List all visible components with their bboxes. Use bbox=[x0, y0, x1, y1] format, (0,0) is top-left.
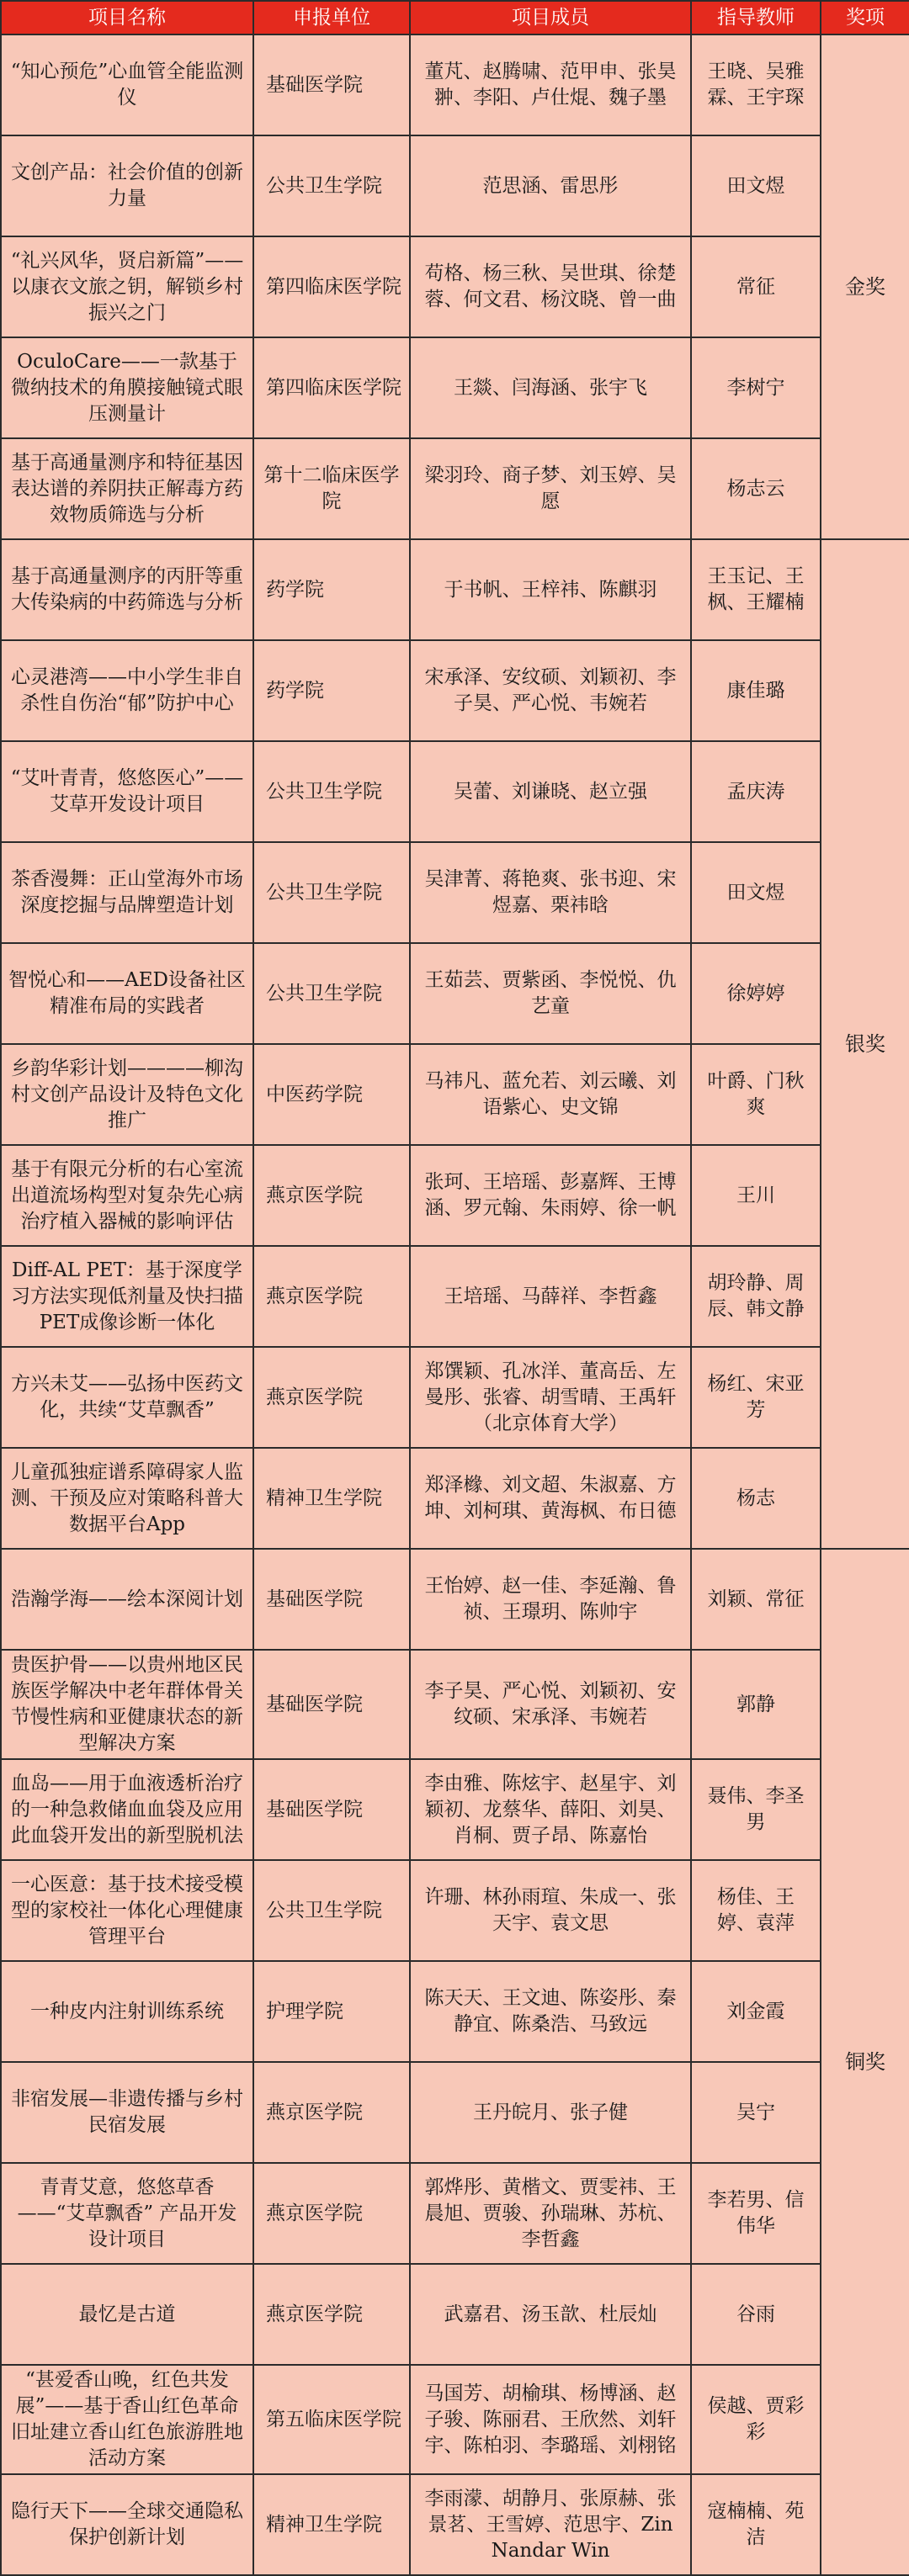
project-name-cell: “艾叶青青，悠悠医心”——艾草开发设计项目 bbox=[1, 741, 253, 842]
applicant-unit-cell: 药学院 bbox=[253, 539, 410, 640]
project-members-cell: 许珊、林孙雨瑄、朱成一、张天宇、袁文思 bbox=[410, 1860, 691, 1961]
applicant-unit-cell: 药学院 bbox=[253, 640, 410, 741]
table-row bbox=[1, 2264, 909, 2365]
advisor-cell: 胡玲静、周辰、韩文静 bbox=[691, 1246, 821, 1347]
project-name-cell: Diff-AL PET：基于深度学习方法实现低剂量及快扫描PET成像诊断一体化 bbox=[1, 1246, 253, 1347]
project-name-cell: 血岛——用于血液透析治疗的一种急救储血血袋及应用此血袋开发出的新型脱机法 bbox=[1, 1759, 253, 1860]
project-name-cell: 基于有限元分析的右心室流出道流场构型对复杂先心病治疗植入器械的影响评估 bbox=[1, 1145, 253, 1246]
advisor-cell: 叶爵、门秋爽 bbox=[691, 1044, 821, 1145]
header-applicant-unit: 申报单位 bbox=[253, 1, 410, 34]
table-row bbox=[1, 1448, 909, 1549]
project-name-cell: 基于高通量测序的丙肝等重大传染病的中药筛选与分析 bbox=[1, 539, 253, 640]
project-members-cell: 王燚、闫海涵、张宇飞 bbox=[410, 337, 691, 438]
header-project-members: 项目成员 bbox=[410, 1, 691, 34]
applicant-unit-cell: 燕京医学院 bbox=[253, 2163, 410, 2264]
advisor-cell: 王玉记、王枫、王耀楠 bbox=[691, 539, 821, 640]
table-row bbox=[1, 943, 909, 1044]
project-name-cell: OculoCare——一款基于微纳技术的角膜接触镜式眼压测量计 bbox=[1, 337, 253, 438]
advisor-cell: 王川 bbox=[691, 1145, 821, 1246]
project-members-cell: 于书帆、王梓祎、陈麒羽 bbox=[410, 539, 691, 640]
table-row bbox=[1, 2062, 909, 2163]
applicant-unit-cell: 公共卫生学院 bbox=[253, 842, 410, 943]
header-advisor: 指导教师 bbox=[691, 1, 821, 34]
project-name-cell: 最忆是古道 bbox=[1, 2264, 253, 2365]
advisor-cell: 寇楠楠、苑洁 bbox=[691, 2474, 821, 2575]
project-members-cell: 马祎凡、蓝允若、刘云曦、刘语紫心、史文锦 bbox=[410, 1044, 691, 1145]
advisor-cell: 杨志 bbox=[691, 1448, 821, 1549]
advisor-cell: 田文煜 bbox=[691, 842, 821, 943]
table-row bbox=[1, 1246, 909, 1347]
project-members-cell: 陈天天、王文迪、陈姿彤、秦静宜、陈桑浩、马致远 bbox=[410, 1961, 691, 2062]
applicant-unit-cell: 燕京医学院 bbox=[253, 1145, 410, 1246]
table-row bbox=[1, 1759, 909, 1860]
project-name-cell: 智悦心和——AED设备社区精准布局的实践者 bbox=[1, 943, 253, 1044]
table-row bbox=[1, 1961, 909, 2062]
advisor-cell: 谷雨 bbox=[691, 2264, 821, 2365]
project-members-cell: 李雨濛、胡静月、张原赫、张景茗、王雪婷、范思宇、Zin Nandar Win bbox=[410, 2474, 691, 2575]
project-name-cell: 一种皮内注射训练系统 bbox=[1, 1961, 253, 2062]
project-name-cell: 茶香漫舞：正山堂海外市场深度挖掘与品牌塑造计划 bbox=[1, 842, 253, 943]
table-row bbox=[1, 1549, 909, 1650]
project-members-cell: 董芃、赵腾啸、范甲申、张昊翀、李阳、卢仕焜、魏子墨 bbox=[410, 34, 691, 135]
table-row bbox=[1, 34, 909, 135]
project-name-cell: 青青艾意，悠悠草香——“艾草飘香” 产品开发设计项目 bbox=[1, 2163, 253, 2264]
project-members-cell: 张珂、王培瑶、彭嘉辉、王博涵、罗元翰、朱雨婷、徐一帆 bbox=[410, 1145, 691, 1246]
table-row bbox=[1, 438, 909, 539]
applicant-unit-cell: 燕京医学院 bbox=[253, 1347, 410, 1448]
applicant-unit-cell: 公共卫生学院 bbox=[253, 135, 410, 236]
applicant-unit-cell: 精神卫生学院 bbox=[253, 2474, 410, 2575]
applicant-unit-cell: 公共卫生学院 bbox=[253, 741, 410, 842]
advisor-cell: 徐婷婷 bbox=[691, 943, 821, 1044]
table-row bbox=[1, 2163, 909, 2264]
applicant-unit-cell: 第五临床医学院 bbox=[253, 2365, 410, 2474]
project-name-cell: 心灵港湾——中小学生非自杀性自伤治“郁”防护中心 bbox=[1, 640, 253, 741]
table-row bbox=[1, 1145, 909, 1246]
project-members-cell: 王怡婷、赵一佳、李延瀚、鲁祯、王璟玥、陈帅宇 bbox=[410, 1549, 691, 1650]
advisor-cell: 郭静 bbox=[691, 1650, 821, 1759]
advisor-cell: 孟庆涛 bbox=[691, 741, 821, 842]
applicant-unit-cell: 第四临床医学院 bbox=[253, 236, 410, 337]
table-row bbox=[1, 842, 909, 943]
applicant-unit-cell: 基础医学院 bbox=[253, 1759, 410, 1860]
project-name-cell: 一心医意：基于技术接受模型的家校社一体化心理健康管理平台 bbox=[1, 1860, 253, 1961]
applicant-unit-cell: 公共卫生学院 bbox=[253, 1860, 410, 1961]
applicant-unit-cell: 燕京医学院 bbox=[253, 1246, 410, 1347]
applicant-unit-cell: 基础医学院 bbox=[253, 1549, 410, 1650]
project-name-cell: “甚爱香山晚，红色共发展”——基于香山红色革命旧址建立香山红色旅游胜地活动方案 bbox=[1, 2365, 253, 2474]
advisor-cell: 李树宁 bbox=[691, 337, 821, 438]
advisor-cell: 王晓、吴雅霖、王宇琛 bbox=[691, 34, 821, 135]
advisor-cell: 杨佳、王婷、袁萍 bbox=[691, 1860, 821, 1961]
project-name-cell: 方兴未艾——弘扬中医药文化，共续“艾草飘香” bbox=[1, 1347, 253, 1448]
advisor-cell: 杨志云 bbox=[691, 438, 821, 539]
applicant-unit-cell: 第十二临床医学院 bbox=[253, 438, 410, 539]
project-name-cell: 基于高通量测序和特征基因表达谱的养阴扶正解毒方药效物质筛选与分析 bbox=[1, 438, 253, 539]
advisor-cell: 李若男、信伟华 bbox=[691, 2163, 821, 2264]
table-row bbox=[1, 741, 909, 842]
project-name-cell: 儿童孤独症谱系障碍家人监测、干预及应对策略科普大数据平台App bbox=[1, 1448, 253, 1549]
applicant-unit-cell: 中医药学院 bbox=[253, 1044, 410, 1145]
table-row bbox=[1, 1860, 909, 1961]
table-body bbox=[1, 34, 909, 2575]
applicant-unit-cell: 精神卫生学院 bbox=[253, 1448, 410, 1549]
applicant-unit-cell: 燕京医学院 bbox=[253, 2264, 410, 2365]
advisor-cell: 侯越、贾彩彩 bbox=[691, 2365, 821, 2474]
project-members-cell: 王丹皖月、张子健 bbox=[410, 2062, 691, 2163]
advisor-cell: 康佳璐 bbox=[691, 640, 821, 741]
advisor-cell: 常征 bbox=[691, 236, 821, 337]
project-members-cell: 王茹芸、贾紫函、李悦悦、仇艺童 bbox=[410, 943, 691, 1044]
project-name-cell: 乡韵华彩计划————柳沟村文创产品设计及特色文化推广 bbox=[1, 1044, 253, 1145]
project-members-cell: 武嘉君、汤玉歆、杜辰灿 bbox=[410, 2264, 691, 2365]
project-name-cell: 隐行天下——全球交通隐私保护创新计划 bbox=[1, 2474, 253, 2575]
project-members-cell: 苟格、杨三秋、吴世琪、徐楚蓉、何文君、杨汶晓、曾一曲 bbox=[410, 236, 691, 337]
advisor-cell: 刘颖、常征 bbox=[691, 1549, 821, 1650]
project-members-cell: 吴津菁、蒋艳爽、张书迎、宋煜嘉、栗祎晗 bbox=[410, 842, 691, 943]
applicant-unit-cell: 第四临床医学院 bbox=[253, 337, 410, 438]
table-row bbox=[1, 640, 909, 741]
table-row bbox=[1, 1044, 909, 1145]
table-row bbox=[1, 2365, 909, 2474]
project-members-cell: 郑泽橼、刘文超、朱淑嘉、方坤、刘柯琪、黄海枫、布日德 bbox=[410, 1448, 691, 1549]
table-row bbox=[1, 2474, 909, 2575]
table-row bbox=[1, 1347, 909, 1448]
table-row bbox=[1, 337, 909, 438]
project-members-cell: 宋承泽、安纹硕、刘颖初、李子昊、严心悦、韦婉若 bbox=[410, 640, 691, 741]
award-cell: 铜奖 bbox=[821, 1549, 909, 2575]
project-name-cell: 文创产品：社会价值的创新力量 bbox=[1, 135, 253, 236]
table-row bbox=[1, 236, 909, 337]
applicant-unit-cell: 燕京医学院 bbox=[253, 2062, 410, 2163]
project-members-cell: 马国芳、胡榆琪、杨博涵、赵子骏、陈丽君、王欣然、刘轩宇、陈柏羽、李璐瑶、刘栩铭 bbox=[410, 2365, 691, 2474]
header-award: 奖项 bbox=[821, 1, 909, 34]
table-row bbox=[1, 1650, 909, 1759]
project-members-cell: 梁羽玲、商子梦、刘玉婷、吴愿 bbox=[410, 438, 691, 539]
project-name-cell: “礼兴风华，贤启新篇”——以康衣文旅之钥，解锁乡村振兴之门 bbox=[1, 236, 253, 337]
project-members-cell: 范思涵、雷思彤 bbox=[410, 135, 691, 236]
project-members-cell: 郑馔颖、孔冰洋、董高岳、左曼彤、张睿、胡雪晴、王禹轩（北京体育大学） bbox=[410, 1347, 691, 1448]
header-row bbox=[1, 1, 909, 34]
header-project-name: 项目名称 bbox=[1, 1, 253, 34]
advisor-cell: 聂伟、李圣男 bbox=[691, 1759, 821, 1860]
project-members-cell: 吴蕾、刘谦晓、赵立强 bbox=[410, 741, 691, 842]
applicant-unit-cell: 公共卫生学院 bbox=[253, 943, 410, 1044]
advisor-cell: 杨红、宋亚芳 bbox=[691, 1347, 821, 1448]
project-members-cell: 王培瑶、马薛祥、李哲鑫 bbox=[410, 1246, 691, 1347]
applicant-unit-cell: 基础医学院 bbox=[253, 34, 410, 135]
project-name-cell: 非宿发展—非遗传播与乡村民宿发展 bbox=[1, 2062, 253, 2163]
project-name-cell: “知心预危”心血管全能监测仪 bbox=[1, 34, 253, 135]
advisor-cell: 吴宁 bbox=[691, 2062, 821, 2163]
applicant-unit-cell: 基础医学院 bbox=[253, 1650, 410, 1759]
project-members-cell: 李由雅、陈炫宇、赵星宇、刘颖初、龙蔡华、薛阳、刘昊、肖桐、贾子昂、陈嘉怡 bbox=[410, 1759, 691, 1860]
advisor-cell: 田文煜 bbox=[691, 135, 821, 236]
project-name-cell: 浩瀚学海——绘本深阅计划 bbox=[1, 1549, 253, 1650]
applicant-unit-cell: 护理学院 bbox=[253, 1961, 410, 2062]
award-cell: 银奖 bbox=[821, 539, 909, 1549]
project-members-cell: 郭烨彤、黄楷文、贾雯祎、王晨旭、贾骏、孙瑞琳、苏杭、李哲鑫 bbox=[410, 2163, 691, 2264]
project-members-cell: 李子昊、严心悦、刘颖初、安纹硕、宋承泽、韦婉若 bbox=[410, 1650, 691, 1759]
project-name-cell: 贵医护骨——以贵州地区民族医学解决中老年群体骨关节慢性病和亚健康状态的新型解决方案 bbox=[1, 1650, 253, 1759]
award-cell: 金奖 bbox=[821, 34, 909, 539]
advisor-cell: 刘金霞 bbox=[691, 1961, 821, 2062]
table-row bbox=[1, 539, 909, 640]
table-row bbox=[1, 135, 909, 236]
